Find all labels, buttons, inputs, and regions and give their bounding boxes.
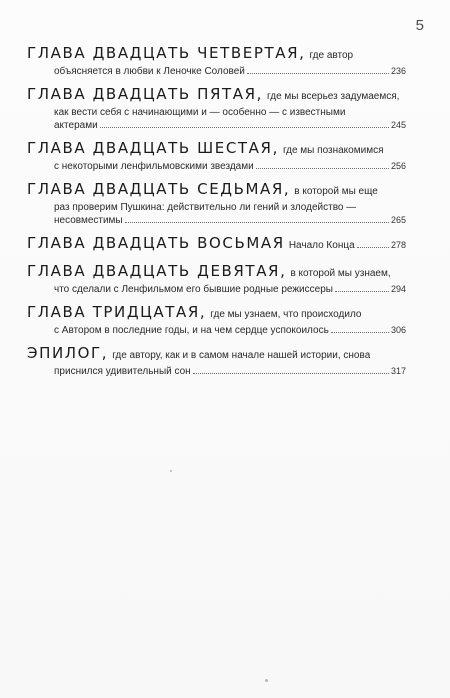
toc-line bbox=[27, 119, 406, 132]
page-reference: 294 bbox=[390, 284, 406, 294]
page-reference: 278 bbox=[390, 240, 406, 250]
dot-leader bbox=[247, 73, 389, 74]
chapter-description: где автор bbox=[309, 50, 354, 61]
chapter-heading: ГЛАВА ДВАДЦАТЬ ПЯТАЯ, bbox=[27, 85, 264, 103]
toc-line bbox=[27, 283, 406, 296]
chapter-description: раз проверим Пушкина: действительно ли гений и злодейство — bbox=[54, 202, 357, 213]
page-reference: 236 bbox=[390, 66, 406, 76]
chapter-heading: ГЛАВА ДВАДЦАТЬ ВОСЬМАЯ bbox=[27, 234, 285, 252]
dot-leader bbox=[125, 222, 389, 223]
toc-line bbox=[27, 85, 406, 106]
toc-line bbox=[27, 344, 406, 365]
dot-leader bbox=[335, 291, 389, 292]
chapter-heading: ГЛАВА ДВАДЦАТЬ ЧЕТВЕРТАЯ, bbox=[27, 44, 306, 62]
chapter-description: актерами bbox=[54, 120, 98, 131]
dot-leader bbox=[331, 332, 389, 333]
paper-speck bbox=[170, 470, 172, 472]
chapter-description: где автору, как и в самом начале нашей истории, снова bbox=[112, 350, 371, 361]
toc-line bbox=[27, 44, 406, 65]
chapter-heading: ГЛАВА ДВАДЦАТЬ СЕДЬМАЯ, bbox=[27, 180, 291, 198]
toc-line bbox=[27, 262, 406, 283]
toc-entry bbox=[27, 234, 406, 255]
chapter-description: что сделали с Ленфильмом его бывшие родные режиссеры bbox=[54, 284, 333, 295]
toc-entry bbox=[27, 44, 406, 78]
dot-leader bbox=[256, 168, 389, 169]
chapter-description: где мы всерьез задумаемся, bbox=[267, 91, 400, 102]
chapter-description: объясняется в любви к Леночке Соловей bbox=[54, 66, 245, 77]
dot-leader bbox=[357, 247, 389, 248]
chapter-description: где мы узнаем, что происходило bbox=[210, 309, 362, 320]
chapter-heading: ЭПИЛОГ, bbox=[27, 344, 109, 362]
chapter-description: в которой мы узнаем, bbox=[290, 268, 391, 279]
page-number: 5 bbox=[415, 17, 424, 34]
chapter-heading: ГЛАВА ДВАДЦАТЬ ДЕВЯТАЯ, bbox=[27, 262, 287, 280]
dot-leader bbox=[100, 127, 389, 128]
paper-speck bbox=[265, 679, 268, 682]
toc-line bbox=[27, 365, 406, 378]
chapter-description: с Автором в последние годы, и на чем сердце успокоилось bbox=[54, 325, 329, 336]
toc-line bbox=[27, 234, 406, 255]
page-reference: 256 bbox=[390, 161, 406, 171]
toc-entry bbox=[27, 303, 406, 337]
chapter-heading: ГЛАВА ДВАДЦАТЬ ШЕСТАЯ, bbox=[27, 139, 279, 157]
table-of-contents bbox=[27, 44, 406, 385]
page-reference: 265 bbox=[390, 215, 406, 225]
page-reference: 317 bbox=[390, 366, 406, 376]
chapter-heading: ГЛАВА ТРИДЦАТАЯ, bbox=[27, 303, 207, 321]
dot-leader bbox=[193, 373, 389, 374]
toc-line bbox=[27, 214, 406, 227]
chapter-description: Начало Конца bbox=[288, 240, 355, 251]
chapter-description: приснился удивительный сон bbox=[54, 366, 191, 377]
toc-entry bbox=[27, 180, 406, 227]
toc-line bbox=[27, 303, 406, 324]
page-reference: 306 bbox=[390, 325, 406, 335]
chapter-description: в которой мы еще bbox=[294, 186, 378, 197]
toc-entry bbox=[27, 344, 406, 378]
chapter-description: как вести себя с начинающими и — особенно — с известными bbox=[54, 107, 346, 118]
toc-line bbox=[27, 106, 406, 119]
toc-line bbox=[27, 201, 406, 214]
toc-entry bbox=[27, 139, 406, 173]
chapter-description: с некоторыми ленфильмовскими звездами bbox=[54, 161, 254, 172]
toc-line bbox=[27, 65, 406, 78]
toc-line bbox=[27, 180, 406, 201]
toc-line bbox=[27, 139, 406, 160]
toc-entry bbox=[27, 262, 406, 296]
page-reference: 245 bbox=[390, 120, 406, 130]
toc-entry bbox=[27, 85, 406, 132]
toc-line bbox=[27, 324, 406, 337]
toc-line bbox=[27, 160, 406, 173]
chapter-description: несовместимы bbox=[54, 215, 123, 226]
chapter-description: где мы познакомимся bbox=[282, 145, 384, 156]
